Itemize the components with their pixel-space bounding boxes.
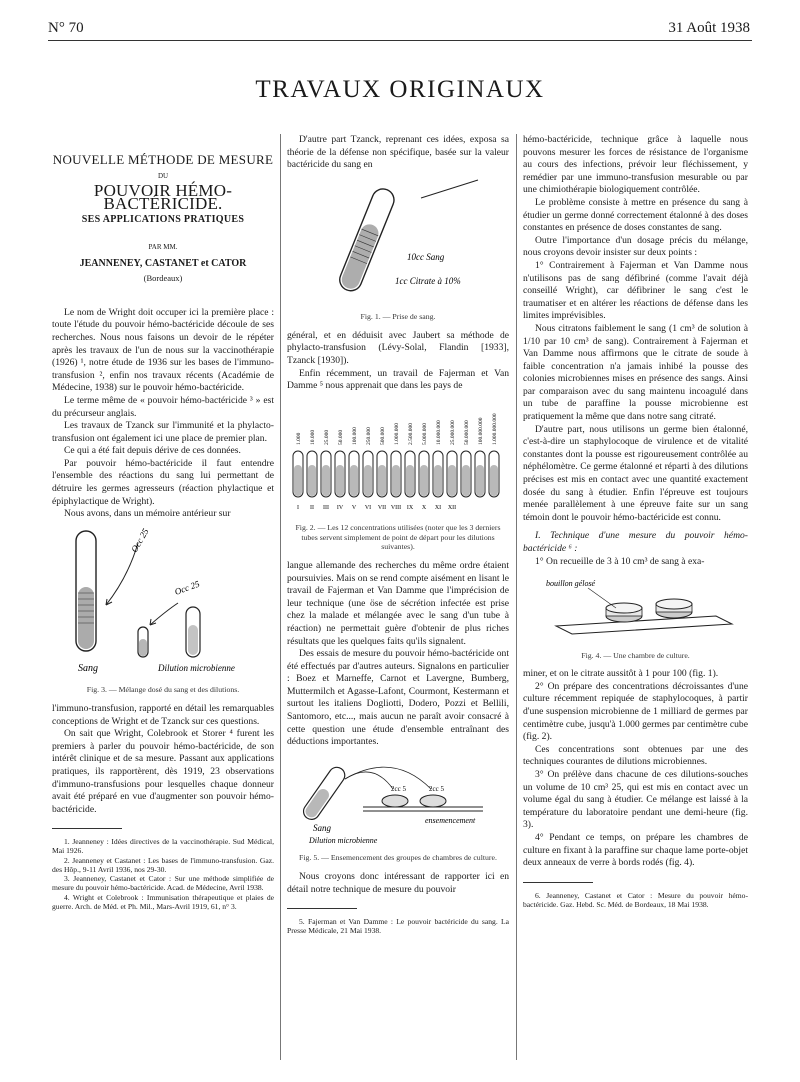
figure-2: [287, 399, 509, 552]
figure-2-tube-label: 1.000.000.000: [492, 413, 498, 445]
figure-2-tube-numeral: III: [323, 504, 329, 511]
paragraph: Nous croyons donc intéressant de rapporter ici en détail notre technique de mesure du pouvoir: [287, 870, 509, 895]
figure-5-caption: Fig. 5. — Ensemencement des groupes de chambres de culture.: [299, 853, 497, 863]
paragraph: D'autre part, nous utilisons un germe bien étalonné, c'est-à-dire un staphylocoque de virulence et de vitalité constantes dont la pousse est rigoureusement contrôlée au néphélomètre. Ce germe étalonné et réparti à des dilutions précises est mis en contact avec une quantité exactement dosée du sang à étudier. Enfin l'épreuve est toujours menée parallèlement à une épreuve faite sur un sang témoin dont le pouvoir hémo-bactéricide est connu.: [523, 423, 748, 523]
article-title-du: DU: [157, 171, 169, 180]
paragraph: Nous avons, dans un mémoire antérieur sur: [64, 508, 231, 520]
figure-2-tube-fill: [350, 465, 358, 496]
figure-5-sang-label: Sang: [313, 822, 331, 833]
footnote: 2. Jeanneney et Castanet : Les bases de l'immuno-transfusion. Gaz. des Hôp., 9-11 Avril 1936, nos 29-30.: [52, 855, 274, 874]
footnote: 5. Fajerman et Van Damme : Le pouvoir bactéricide du sang. La Presse Médicale, 21 Mai 1938.: [287, 917, 509, 936]
footnote-separator: [523, 882, 593, 883]
figure-2-tube-label: 10.000.000: [436, 420, 442, 445]
figure-5: [287, 755, 509, 863]
paragraph: Le terme même de « pouvoir hémo-bactéricide ³ » est du précurseur anglais.: [52, 394, 274, 419]
column-3: [523, 134, 748, 909]
figure-2-caption: Fig. 2. — Les 12 concentrations utilisées (noter que les 3 derniers tubes servent simplement de point de départ pour les dilutions suivantes).: [295, 523, 501, 552]
paragraph: hémo-bactéricide, technique grâce à laquelle nous pouvons mesurer les forces de résistance de l'organisme au cours des infections, prévoir leur fléchissement, y remédier par une immuno-transfusion mesurable ou par une chimiothérapie biologiquement contrôlée.: [523, 134, 748, 196]
figure-2-tube-numeral: XI: [434, 504, 442, 511]
paragraph: Ces concentrations sont obtenues par une des techniques courantes de dilutions microbiennes.: [523, 743, 748, 768]
issue-date: 31 Août 1938: [668, 20, 750, 36]
paragraph: l'immuno-transfusion, rapporté en détail les remarquables conceptions de Wright et de Tzanck sur ces questions.: [52, 702, 274, 727]
figure-3-label-b: Occ 25: [173, 578, 201, 597]
figure-2-tube-label: 1.000: [296, 432, 302, 445]
figure-2-tube-fill: [434, 465, 442, 496]
figure-1-citrate-label: 1cc Citrate à 10%: [395, 275, 461, 286]
figure-4-caption: Fig. 4. — Une chambre de culture.: [581, 650, 690, 660]
figure-2-tube-label: 100.000.000: [478, 417, 484, 445]
paragraph: On sait que Wright, Colebrook et Storer ⁴ furent les premiers à parler du pouvoir hémo-bactéricide, de son intérêt clinique et de sa mesure. Passant aux applications pratiques, ils rapportèrent, dès 1919, 23 observations d'immuno-transfusions pour lesquelles chaque donneur avait été préparé en vue d'augmenter son pouvoir hémo-bactéricide.: [52, 728, 274, 815]
figure-1-drawing: [303, 178, 493, 306]
figure-2-tube-numeral: IV: [336, 504, 344, 511]
figure-2-tube-fill: [392, 465, 400, 496]
footnote: 3. Jeanneney, Castanet et Cator : Sur une méthode simplifiée de mesure du pouvoir hémo-bactéricide. Acad. de Médecine, Avril 1938.: [52, 874, 274, 893]
paragraph: Des essais de mesure du pouvoir hémo-bactéricide ont été effectués par d'autres auteurs. Signalons en particulier : Boez et Marneffe, Carnot et Lavergne, Bumberg, Muttermilch et Agasse-Lafont, Courmont, Kestermann et surtout les italiens Dogliotti, Dodero, Pozzi et Bellili, Santomoro, etc..., mais aucun ne paraît avoir consacré à cette question une étude d'ensemble entraînant des déductions importantes.: [287, 648, 509, 748]
figure-2-tube-numeral: VI: [364, 504, 372, 511]
figure-4-drawing: [536, 574, 736, 644]
figure-3-drawing: [58, 527, 268, 679]
figure-2-tube-numeral: VII: [377, 504, 387, 511]
section-heading: I. Technique d'une mesure du pouvoir hémo-bactéricide ⁶ :: [523, 530, 748, 554]
footnote-separator: [287, 908, 357, 909]
paragraph: langue allemande des recherches du même ordre étaient poursuivies. Mais on se rend compte aisément en lisant le travail de Fajerman et Van Damme que l'imprécision de leur technique (une öse de sécrétion infectée est prise chez la malade et mélangée avec le sang d'un tube à réaction) ne permettait guère d'obtenir de plus riches résultats que les quelques faits qu'ils signalent.: [287, 559, 509, 647]
paragraph: Le problème consiste à mettre en présence du sang à étudier un germe donné correctement étalonné à des doses constantes en présence de doses constantes de sang.: [523, 196, 748, 234]
paragraph: Les travaux de Tzanck sur l'immunité et la phylacto-transfusion ont également ici une place de premier plan.: [52, 420, 274, 444]
figure-2-tube-label: 100.000: [352, 426, 358, 445]
footnote: 6. Jeanneney, Castanet et Cator : Mesure du pouvoir hémo-bactéricide. Gaz. Hebd. Sc. Méd. de Bordeaux, 18 Mai 1938.: [523, 890, 748, 909]
paragraph: Nous citratons faiblement le sang (1 cm³ de solution à 1/10 par 10 cm³ de sang). Contrairement à Fajerman et Van Damme nous affirmons que le citrate de soude à faible concentration n'a jamais inhibé la pousse des colonies microbiennes mises en présence des sangs. Ainsi par comparaison avec du sang maintenu incoagulé dans un tube de paraffine la pousse microbienne est pratiquement la même que dans notre sang citraté.: [523, 322, 748, 423]
figure-2-tube-fill: [420, 465, 428, 496]
header-rule: [48, 40, 752, 41]
paragraph: 1° Contrairement à Fajerman et Van Damme nous n'utilisons pas de sang défibriné (comme l'avait déjà conseillé Wright), car défibriner le sang c'est le traumatiser et en altérer les réactions de défense dans les limites imprévisibles.: [523, 259, 748, 322]
figure-5-dilution-label: Dilution microbienne: [309, 835, 378, 845]
figure-2-tube-fill: [476, 465, 484, 496]
paragraph: 1° On recueille de 3 à 10 cm³ de sang à exa-: [535, 555, 705, 567]
figure-2-tube-fill: [490, 465, 498, 496]
figure-3: [52, 527, 274, 695]
footnote: 4. Wright et Colebrook : Immunisation thérapeutique et plaies de guerre. Arch. de Méd. et Ph. Mil., Mars-Avril 1919, 61, n° 3.: [52, 892, 274, 911]
figure-2-tube-fill: [308, 465, 316, 496]
figure-3-caption: Fig. 3. — Mélange dosé du sang et des dilutions.: [86, 685, 240, 695]
paragraph: 2° On prépare des concentrations décroissantes d'une culture récemment repiquée de staphylocoques, à partir d'une suspension microbienne de 1 milliard de germes par centimètre cube, jusqu'à 1.000 germes par centimètre cube (fig. 2).: [523, 680, 748, 743]
figure-2-tube-label: 2.500.000: [408, 422, 414, 445]
figure-5-label-a: 2cc 5: [391, 784, 406, 793]
figure-2-tube-fill: [462, 465, 470, 496]
figure-2-tube-fill: [378, 465, 386, 496]
article-by: PAR MM.: [148, 242, 178, 251]
figure-4: [523, 574, 748, 660]
figure-2-tube-numeral: V: [351, 504, 357, 511]
figure-5-drawing: [293, 755, 503, 847]
figure-5-label-b: 2cc 5: [429, 784, 444, 793]
figure-4-label: bouillon gélosé: [545, 579, 595, 589]
article-location: (Bordeaux): [143, 273, 183, 284]
figure-2-tube-numeral: VIII: [390, 504, 402, 511]
figure-2-tube-label: 250.000: [366, 426, 372, 445]
section-title: TRAVAUX ORIGINAUX: [255, 76, 545, 103]
figure-2-tube-fill: [448, 465, 456, 496]
figure-2-tube-label: 50.000.000: [464, 420, 470, 445]
figure-2-tube-label: 25.000: [324, 429, 330, 445]
figure-2-tube-label: 10.000: [310, 429, 316, 445]
figure-2-tube-label: 500.000: [380, 426, 386, 445]
paragraph: général, et en déduisit avec Jaubert sa méthode de phylacto-transfusion (Lévy-Solal, Flandin [1933], Tzanck [1930]).: [287, 329, 509, 367]
paragraph: 3° On prélève dans chacune de ces dilutions-souches un volume de 10 cm³ 25, qui est mis en contact avec un volume égal du sang à étudier. Ce mélange est laissé à la température du laboratoire pendant une demi-heure (fig. 3).: [523, 769, 748, 831]
issue-number: N° 70: [48, 20, 84, 36]
figure-2-tube-label: 50.000: [338, 429, 344, 445]
footnote: 1. Jeanneney : Idées directives de la vaccinothérapie. Sud Médical, Mai 1926.: [52, 837, 274, 856]
paragraph: Ce qui a été fait depuis dérive de ces données.: [64, 445, 241, 457]
article-authors: JEANNENEY, CASTANET et CATOR: [79, 257, 247, 269]
figure-2-tube-numeral: I: [297, 504, 299, 511]
figure-1-caption: Fig. 1. — Prise de sang.: [360, 312, 436, 322]
paragraph: Par pouvoir hémo-bactéricide il faut entendre l'ensemble des réactions du sang lui permettant de détruire les germes agresseurs (réaction phylactique et épiphylactique de Wright).: [52, 457, 274, 507]
figure-3-label-a: Occ 25: [129, 526, 151, 554]
figure-2-tube-numeral: XII: [447, 504, 457, 511]
figure-2-tube-fill: [364, 465, 372, 496]
figure-2-tube-numeral: IX: [406, 504, 414, 511]
figure-2-drawing: [287, 399, 509, 517]
figure-2-tube-label: 1.000.000: [394, 422, 400, 445]
figure-2-tube-numeral: X: [421, 504, 427, 511]
column-1: [52, 134, 274, 911]
paragraph: Outre l'importance d'un dosage précis du mélange, nous croyons devoir insister sur deux points :: [523, 234, 748, 259]
footnote-separator: [52, 828, 122, 829]
figure-2-tube-fill: [336, 465, 344, 496]
column-2: [287, 134, 509, 936]
paragraph: Le nom de Wright doit occuper ici la première place : toute l'étude du pouvoir hémo-bactéricide découle de ses recherches. Nous nous faisons un devoir de le répéter après les travaux de l'un de nous sur la vaccinothérapie (1926) ¹, notre étude de 1936 sur les bases de l'immuno-transfusion ², enfin nos travaux récents (Académie de Médecine, 1938) sur le pouvoir hémo-bactéricide.: [52, 306, 274, 394]
figure-1-sang-label: 10cc Sang: [407, 251, 445, 262]
figure-2-tube-fill: [294, 465, 302, 496]
figure-2-tube-label: 25.000.000: [450, 420, 456, 445]
column-divider: [516, 134, 517, 1060]
article-title-line1: NOUVELLE MÉTHODE DE MESURE: [52, 152, 274, 167]
figure-1: [287, 178, 509, 322]
paragraph: D'autre part Tzanck, reprenant ces idées, exposa sa théorie de la défense non spécifique, basée sur la valeur bactéricide du sang en: [287, 134, 509, 171]
figure-2-tube-fill: [406, 465, 414, 496]
figure-2-tube-label: 5.000.000: [422, 422, 428, 445]
paragraph: miner, et on le citrate aussitôt à 1 pour 100 (fig. 1).: [523, 668, 719, 680]
figure-5-ens-label: ensemencement: [425, 815, 476, 825]
article-subtitle: SES APPLICATIONS PRATIQUES: [81, 214, 245, 226]
figure-3-dilution-label: Dilution microbienne: [158, 662, 235, 673]
article-title-line2: POUVOIR HÉMO-BACTÉRICIDE.: [93, 181, 233, 213]
paragraph: Enfin récemment, un travail de Fajerman et Van Damme ⁵ nous apprenait que dans les pays de: [287, 367, 509, 392]
paragraph: 4° Pendant ce temps, on prépare les chambres de culture en fixant à la paraffine sur chaque lame porte-objet deux anneaux de verre à bords rodés (fig. 4).: [523, 832, 748, 869]
figure-2-tube-numeral: II: [310, 504, 314, 511]
column-divider: [280, 134, 281, 1060]
figure-3-sang-label: Sang: [78, 662, 98, 674]
figure-2-tube-fill: [322, 465, 330, 496]
